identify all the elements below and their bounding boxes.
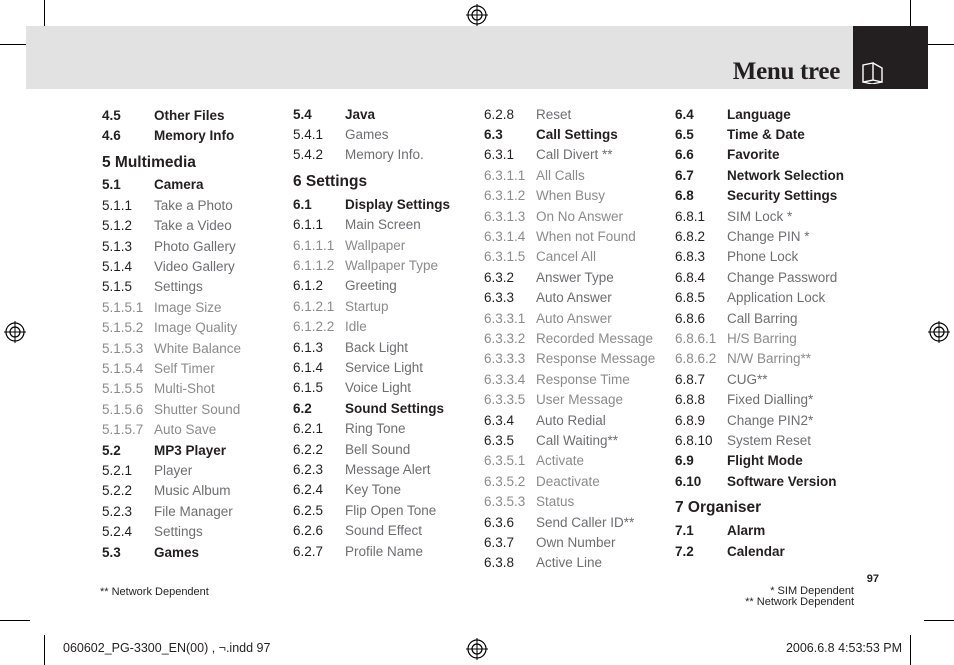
menu-item-label: Reset (536, 106, 572, 122)
menu-column-1 (102, 105, 241, 562)
menu-item (102, 338, 241, 358)
menu-item (293, 317, 450, 337)
menu-item-number: 6.8.3 (675, 249, 706, 265)
menu-item-number: 6.3.1 (484, 147, 515, 163)
menu-item (675, 124, 844, 144)
slug-filename: 060602_PG-3300_EN(00) , ¬.indd 97 (63, 641, 271, 655)
menu-item (293, 337, 450, 357)
menu-item-label: Software Version (727, 473, 837, 489)
menu-item-label: Auto Answer (536, 290, 612, 306)
menu-item-label: N/W Barring** (727, 351, 812, 367)
menu-item-number: 5.1.5.3 (102, 340, 144, 356)
menu-item-number: 6.1.1.2 (293, 258, 335, 274)
menu-item-label: Back Light (345, 339, 409, 355)
menu-item-label: Call Waiting** (536, 432, 619, 448)
menu-item-number: 5.2.1 (102, 462, 133, 478)
menu-item-label: Call Barring (727, 310, 798, 326)
menu-item-number: 6.2.5 (293, 502, 324, 518)
menu-item-label: Send Caller ID** (536, 514, 635, 530)
menu-item (102, 521, 241, 541)
menu-item (484, 328, 655, 348)
menu-item (675, 165, 844, 185)
menu-item-label: Fixed Dialling* (727, 392, 814, 408)
menu-item (102, 236, 241, 256)
menu-item-label: Change PIN2* (727, 412, 814, 428)
menu-item-number: 5.1.5.7 (102, 422, 144, 438)
menu-item (293, 541, 450, 561)
menu-item (102, 481, 241, 501)
menu-item-label: Service Light (345, 359, 424, 375)
registration-mark-icon (466, 4, 488, 26)
menu-item (675, 328, 844, 348)
menu-item (484, 124, 655, 144)
book-icon (860, 60, 886, 84)
menu-item-label: Settings (154, 524, 203, 540)
menu-item-label: Sound Effect (345, 523, 423, 539)
registration-mark-icon (4, 321, 26, 343)
menu-item-label: Change PIN * (727, 229, 810, 245)
menu-item (675, 267, 844, 287)
menu-item (675, 410, 844, 430)
crop-mark (924, 44, 954, 45)
menu-item-label: Camera (154, 177, 204, 193)
menu-item-number: 6.1.2.2 (293, 319, 335, 335)
menu-item (293, 235, 450, 255)
menu-item (293, 459, 450, 479)
menu-item-number: 5.1.2 (102, 218, 133, 234)
menu-item (293, 520, 450, 540)
menu-item (484, 471, 655, 491)
menu-item-number: 4.5 (102, 107, 121, 123)
menu-item-number: 6.10 (675, 473, 702, 489)
menu-item (484, 512, 655, 532)
menu-item (293, 296, 450, 316)
footnote-left: ** Network Dependent (100, 586, 209, 598)
menu-item-label: When not Found (536, 229, 636, 245)
menu-item-label: Music Album (154, 483, 231, 499)
section-heading: 7 Organiser (675, 499, 762, 517)
menu-item-label: Calendar (727, 543, 785, 559)
menu-item-label: Network Selection (727, 167, 845, 183)
menu-item-label: Bell Sound (345, 441, 411, 457)
crop-mark (44, 635, 45, 665)
menu-item (484, 267, 655, 287)
menu-item-label: Shutter Sound (154, 401, 241, 417)
menu-item-number: 5.4 (293, 106, 312, 122)
menu-item-number: 6.3.5 (484, 432, 515, 448)
menu-item-number: 6.2.7 (293, 543, 324, 559)
crop-mark (910, 635, 911, 665)
menu-item-label: Application Lock (727, 290, 826, 306)
menu-item-label: Video Gallery (154, 259, 235, 275)
menu-item-number: 6.3.1.2 (484, 188, 526, 204)
menu-item (484, 288, 655, 308)
menu-item-label: White Balance (154, 340, 242, 356)
menu-item-number: 6.8.7 (675, 371, 706, 387)
menu-item (293, 194, 450, 214)
menu-item (675, 104, 844, 124)
menu-item-number: 6.2.2 (293, 441, 324, 457)
menu-column-2 (293, 104, 450, 561)
menu-item (293, 215, 450, 235)
menu-item-label: Flip Open Tone (345, 502, 437, 518)
menu-item-label: H/S Barring (727, 330, 797, 346)
menu-item-number: 6.8.8 (675, 392, 706, 408)
page-number: 97 (866, 573, 879, 585)
menu-item-number: 5.4.1 (293, 127, 324, 143)
menu-item (102, 256, 241, 276)
menu-item-label: Java (345, 106, 376, 122)
menu-item (293, 145, 450, 165)
menu-item-number: 5.1.4 (102, 259, 133, 275)
menu-item-label: Language (727, 106, 791, 122)
menu-item-number: 6.3.1.1 (484, 167, 526, 183)
menu-item-label: Wallpaper (345, 237, 406, 253)
menu-item-label: All Calls (536, 167, 585, 183)
menu-item-number: 5.1.3 (102, 238, 133, 254)
menu-item-number: 6.1.2.1 (293, 298, 335, 314)
menu-item (102, 358, 241, 378)
menu-item-number: 5.2.3 (102, 503, 133, 519)
menu-item-label: Display Settings (345, 196, 451, 212)
menu-item (675, 226, 844, 246)
menu-item (675, 471, 844, 491)
menu-column-4 (675, 104, 844, 561)
menu-item-label: Greeting (345, 278, 397, 294)
menu-item-label: On No Answer (536, 208, 624, 224)
menu-item-label: Idle (345, 319, 367, 335)
menu-item-label: Profile Name (345, 543, 424, 559)
section-heading: 5 Multimedia (102, 153, 196, 171)
menu-item-number: 5.2.4 (102, 524, 133, 540)
menu-item (484, 349, 655, 369)
menu-item-label: Response Message (536, 351, 656, 367)
menu-item (293, 398, 450, 418)
menu-item (102, 195, 241, 215)
menu-item-label: Ring Tone (345, 421, 406, 437)
menu-item (102, 379, 241, 399)
menu-item-number: 6.7 (675, 167, 694, 183)
menu-item-number: 5.1.5 (102, 279, 133, 295)
registration-mark-icon (928, 321, 950, 343)
menu-item-number: 6.1.4 (293, 359, 324, 375)
menu-item-number: 6.3.1.4 (484, 229, 526, 245)
menu-item-label: Image Size (154, 299, 222, 315)
menu-item-label: Self Timer (154, 360, 215, 376)
menu-item-label: SIM Lock * (727, 208, 793, 224)
menu-item (675, 145, 844, 165)
menu-item (484, 104, 655, 124)
menu-item-number: 6.8.9 (675, 412, 706, 428)
menu-item-label: Flight Mode (727, 453, 803, 469)
menu-item-label: Take a Video (154, 218, 232, 234)
menu-item (102, 105, 241, 125)
menu-item (102, 277, 241, 297)
menu-item-label: Main Screen (345, 217, 421, 233)
menu-item (484, 186, 655, 206)
menu-item-label: Image Quality (154, 320, 238, 336)
menu-item-number: 5.1.5.5 (102, 381, 144, 397)
menu-item-label: Player (154, 462, 193, 478)
menu-item-number: 6.9 (675, 453, 694, 469)
menu-item (293, 500, 450, 520)
menu-item (675, 186, 844, 206)
menu-item-label: MP3 Player (154, 442, 227, 458)
menu-item (293, 378, 450, 398)
menu-item (293, 480, 450, 500)
menu-item (293, 418, 450, 438)
footnote-right (745, 586, 854, 608)
menu-item-number: 6.8.6.1 (675, 330, 717, 346)
menu-item (293, 276, 450, 296)
menu-item-number: 5.1.5.6 (102, 401, 144, 417)
menu-item-label: Call Settings (536, 127, 618, 143)
menu-item-number: 6.1.3 (293, 339, 324, 355)
menu-item-label: Favorite (727, 147, 780, 163)
menu-item-label: System Reset (727, 432, 812, 448)
menu-item (102, 501, 241, 521)
menu-item (484, 226, 655, 246)
menu-item-label: Activate (536, 453, 585, 469)
menu-item-label: When Busy (536, 188, 606, 204)
menu-item-number: 6.8.6.2 (675, 351, 717, 367)
menu-item-number: 6.2.1 (293, 421, 324, 437)
menu-item (675, 430, 844, 450)
menu-item-number: 6.8.6 (675, 310, 706, 326)
menu-item-number: 5.3 (102, 544, 121, 560)
menu-item (484, 491, 655, 511)
menu-item-number: 6.3.3.1 (484, 310, 526, 326)
menu-item (484, 553, 655, 573)
footnote-network: ** Network Dependent (745, 596, 854, 608)
menu-item-number: 6.8.10 (675, 432, 713, 448)
menu-item-label: Sound Settings (345, 400, 444, 416)
menu-item (675, 206, 844, 226)
menu-item (293, 439, 450, 459)
menu-item-number: 6.6 (675, 147, 694, 163)
section-heading: 6 Settings (293, 173, 368, 191)
menu-item (102, 297, 241, 317)
menu-item (293, 104, 450, 124)
menu-item-label: Games (154, 544, 200, 560)
menu-item-number: 6.3.3.4 (484, 371, 526, 387)
menu-item (484, 206, 655, 226)
page-title: Menu tree (732, 58, 840, 85)
menu-item-number: 6.3.1.3 (484, 208, 526, 224)
menu-item-number: 6.1.2 (293, 278, 324, 294)
menu-item-label: Deactivate (536, 473, 600, 489)
menu-item (675, 247, 844, 267)
menu-item-label: Photo Gallery (154, 238, 236, 254)
menu-item-label: Settings (154, 279, 203, 295)
menu-item (484, 430, 655, 450)
menu-item (102, 542, 241, 562)
menu-item-number: 6.3.7 (484, 534, 515, 550)
crop-mark (924, 620, 954, 621)
menu-item (484, 451, 655, 471)
menu-item-label: Auto Redial (536, 412, 606, 428)
menu-item (675, 308, 844, 328)
menu-item-label: User Message (536, 392, 624, 408)
menu-item-label: Other Files (154, 107, 225, 123)
menu-item-number: 6.2.6 (293, 523, 324, 539)
menu-item-number: 6.8.1 (675, 208, 706, 224)
menu-item-label: Memory Info. (345, 147, 424, 163)
menu-item-number: 6.3.3.3 (484, 351, 526, 367)
menu-item (102, 419, 241, 439)
menu-item (484, 369, 655, 389)
menu-item (484, 532, 655, 552)
menu-item (293, 124, 450, 144)
menu-item-number: 6.1.1.1 (293, 237, 335, 253)
menu-item-number: 6.3.6 (484, 514, 515, 530)
menu-item-number: 6.3.1.5 (484, 249, 526, 265)
footnote-sim: * SIM Dependent (770, 585, 854, 597)
menu-item-number: 6.3.3 (484, 290, 515, 306)
menu-item (102, 318, 241, 338)
menu-item (293, 357, 450, 377)
menu-item (484, 145, 655, 165)
menu-item-number: 6.2.3 (293, 461, 324, 477)
menu-item-number: 6.3.5.3 (484, 494, 526, 510)
menu-item-number: 6.3.3.5 (484, 392, 526, 408)
menu-item-number: 6.8.2 (675, 229, 706, 245)
menu-item (293, 255, 450, 275)
menu-item-label: Time & Date (727, 127, 805, 143)
menu-item-number: 6.1.1 (293, 217, 324, 233)
menu-item (484, 389, 655, 409)
menu-item-number: 4.6 (102, 128, 121, 144)
menu-item (675, 288, 844, 308)
menu-item-label: Alarm (727, 523, 766, 539)
menu-item-label: Key Tone (345, 482, 402, 498)
menu-item-number: 6.3 (484, 127, 503, 143)
menu-item-label: File Manager (154, 503, 233, 519)
menu-item-number: 6.2 (293, 400, 312, 416)
menu-item-label: Games (345, 127, 389, 143)
menu-item-number: 6.3.5.2 (484, 473, 526, 489)
menu-item (675, 369, 844, 389)
menu-item-label: Security Settings (727, 188, 838, 204)
menu-item-label: CUG** (727, 371, 768, 387)
menu-item (675, 520, 844, 540)
menu-item-label: Status (536, 494, 575, 510)
registration-mark-icon (466, 638, 488, 660)
menu-item-label: Own Number (536, 534, 616, 550)
menu-item (102, 175, 241, 195)
menu-item (102, 125, 241, 145)
menu-item-label: Multi-Shot (154, 381, 215, 397)
menu-item-number: 5.4.2 (293, 147, 324, 163)
menu-item-number: 5.1.5.4 (102, 360, 144, 376)
menu-item-label: Cancel All (536, 249, 597, 265)
menu-item-number: 6.3.2 (484, 269, 515, 285)
menu-item-label: Startup (345, 298, 389, 314)
menu-item (484, 308, 655, 328)
menu-item-label: Change Password (727, 269, 838, 285)
menu-item (102, 440, 241, 460)
slug-timestamp: 2006.6.8 4:53:53 PM (785, 641, 902, 655)
menu-item (102, 216, 241, 236)
menu-item-label: Take a Photo (154, 197, 233, 213)
menu-item-label: Message Alert (345, 461, 431, 477)
menu-item (675, 451, 844, 471)
menu-item-number: 6.8 (675, 188, 694, 204)
menu-item-number: 7.1 (675, 523, 694, 539)
menu-column-3 (484, 104, 655, 573)
menu-item (675, 389, 844, 409)
menu-item-number: 6.1.5 (293, 380, 324, 396)
menu-item (484, 165, 655, 185)
menu-item (484, 410, 655, 430)
menu-item (102, 399, 241, 419)
menu-item-number: 6.8.5 (675, 290, 706, 306)
menu-item-number: 5.2.2 (102, 483, 133, 499)
menu-item-number: 6.8.4 (675, 269, 706, 285)
menu-item-label: Memory Info (154, 128, 235, 144)
menu-item-number: 6.3.8 (484, 555, 515, 571)
menu-item-number: 5.2 (102, 442, 121, 458)
menu-item-number: 6.2.8 (484, 106, 515, 122)
menu-item-label: Call Divert ** (536, 147, 613, 163)
menu-item-label: Response Time (536, 371, 630, 387)
menu-item-number: 5.1.5.2 (102, 320, 144, 336)
menu-item (675, 541, 844, 561)
menu-item-number: 6.3.3.2 (484, 330, 526, 346)
crop-mark (0, 620, 30, 621)
menu-item-number: 6.4 (675, 106, 694, 122)
menu-item-number: 6.3.4 (484, 412, 515, 428)
menu-item-number: 6.2.4 (293, 482, 324, 498)
menu-item (484, 247, 655, 267)
menu-item-label: Auto Save (154, 422, 217, 438)
menu-item-label: Phone Lock (727, 249, 799, 265)
menu-item-number: 5.1 (102, 177, 121, 193)
menu-item-label: Wallpaper Type (345, 258, 439, 274)
menu-item-label: Answer Type (536, 269, 614, 285)
menu-item-label: Auto Answer (536, 310, 612, 326)
menu-item-number: 6.5 (675, 127, 694, 143)
menu-item-number: 7.2 (675, 543, 694, 559)
menu-item-label: Recorded Message (536, 330, 654, 346)
menu-item-number: 6.1 (293, 196, 312, 212)
menu-item-number: 5.1.1 (102, 197, 133, 213)
menu-item (675, 349, 844, 369)
menu-item-label: Active Line (536, 555, 603, 571)
menu-item-number: 6.3.5.1 (484, 453, 526, 469)
menu-item-number: 5.1.5.1 (102, 299, 144, 315)
menu-item-label: Voice Light (345, 380, 412, 396)
menu-item (102, 460, 241, 480)
